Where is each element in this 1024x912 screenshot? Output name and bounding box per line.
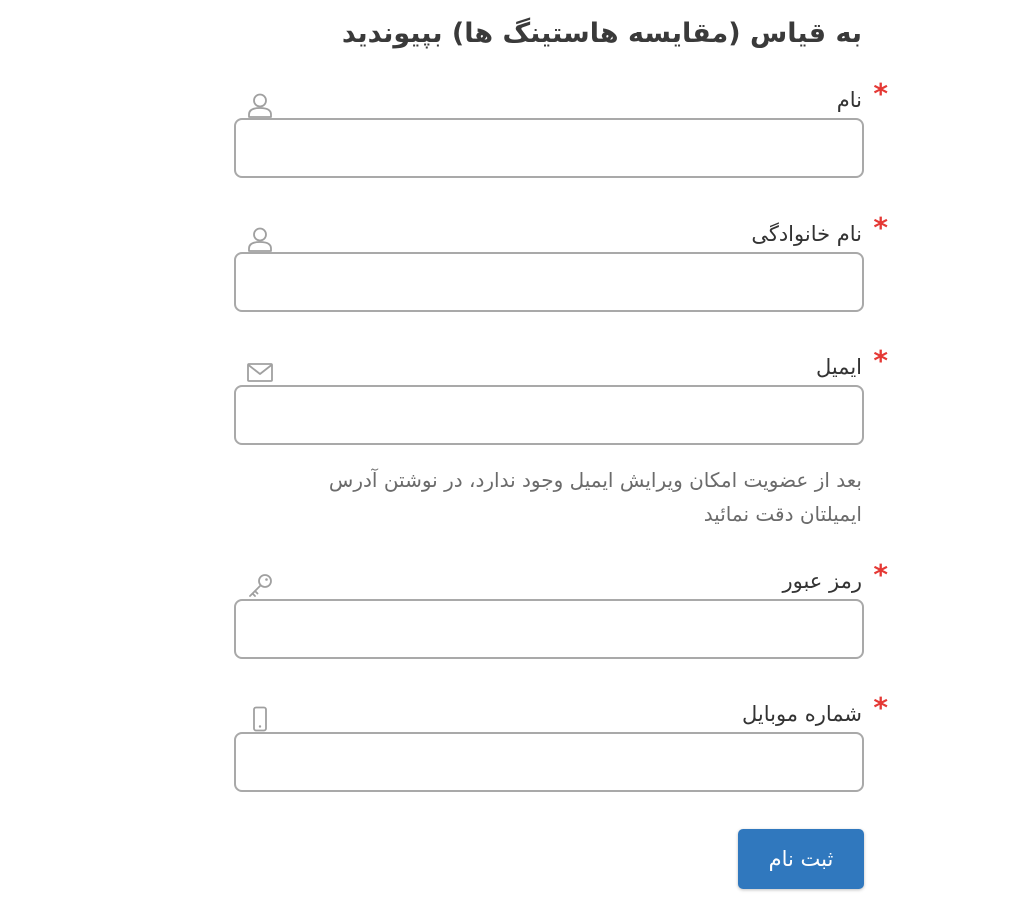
- email-label-row: [232, 344, 888, 385]
- user-icon: [246, 92, 274, 118]
- email-help-text: بعد از عضویت امکان ویرایش ایمیل وجود ندارد، در نوشتن آدرس ایمیلتان دقت نمائید: [328, 468, 862, 526]
- email-input[interactable]: [234, 385, 864, 445]
- email-label: ایمیل: [815, 355, 862, 379]
- password-field: [232, 558, 888, 659]
- last-name-input[interactable]: [234, 252, 864, 312]
- envelope-icon: [246, 359, 274, 385]
- last-name-label: نام خانوادگی: [751, 222, 862, 246]
- required-asterisk: *: [873, 558, 888, 591]
- register-button[interactable]: ثبت نام: [738, 829, 864, 889]
- first-name-field: [232, 77, 888, 178]
- required-asterisk: *: [873, 691, 888, 724]
- registration-form: [232, 0, 888, 912]
- first-name-input[interactable]: [234, 118, 864, 178]
- required-asterisk: *: [873, 211, 888, 244]
- first-name-label-row: [232, 77, 888, 118]
- form-title: به قیاس (مقایسه هاستینگ ها) بپیوندید: [341, 18, 862, 49]
- mobile-label: شماره موبایل: [741, 702, 862, 726]
- mobile-input[interactable]: [234, 732, 864, 792]
- required-asterisk: *: [873, 344, 888, 377]
- required-asterisk: *: [873, 77, 888, 110]
- mobile-phone-icon: [246, 706, 274, 732]
- password-label: رمز عبور: [782, 569, 862, 593]
- last-name-label-row: [232, 211, 888, 252]
- email-field: [232, 344, 888, 445]
- key-icon: [246, 573, 274, 599]
- password-input[interactable]: [234, 599, 864, 659]
- mobile-label-row: [232, 691, 888, 732]
- user-icon: [246, 226, 274, 252]
- last-name-field: [232, 211, 888, 312]
- first-name-label: نام: [836, 88, 862, 112]
- password-label-row: [232, 558, 888, 599]
- mobile-field: [232, 691, 888, 792]
